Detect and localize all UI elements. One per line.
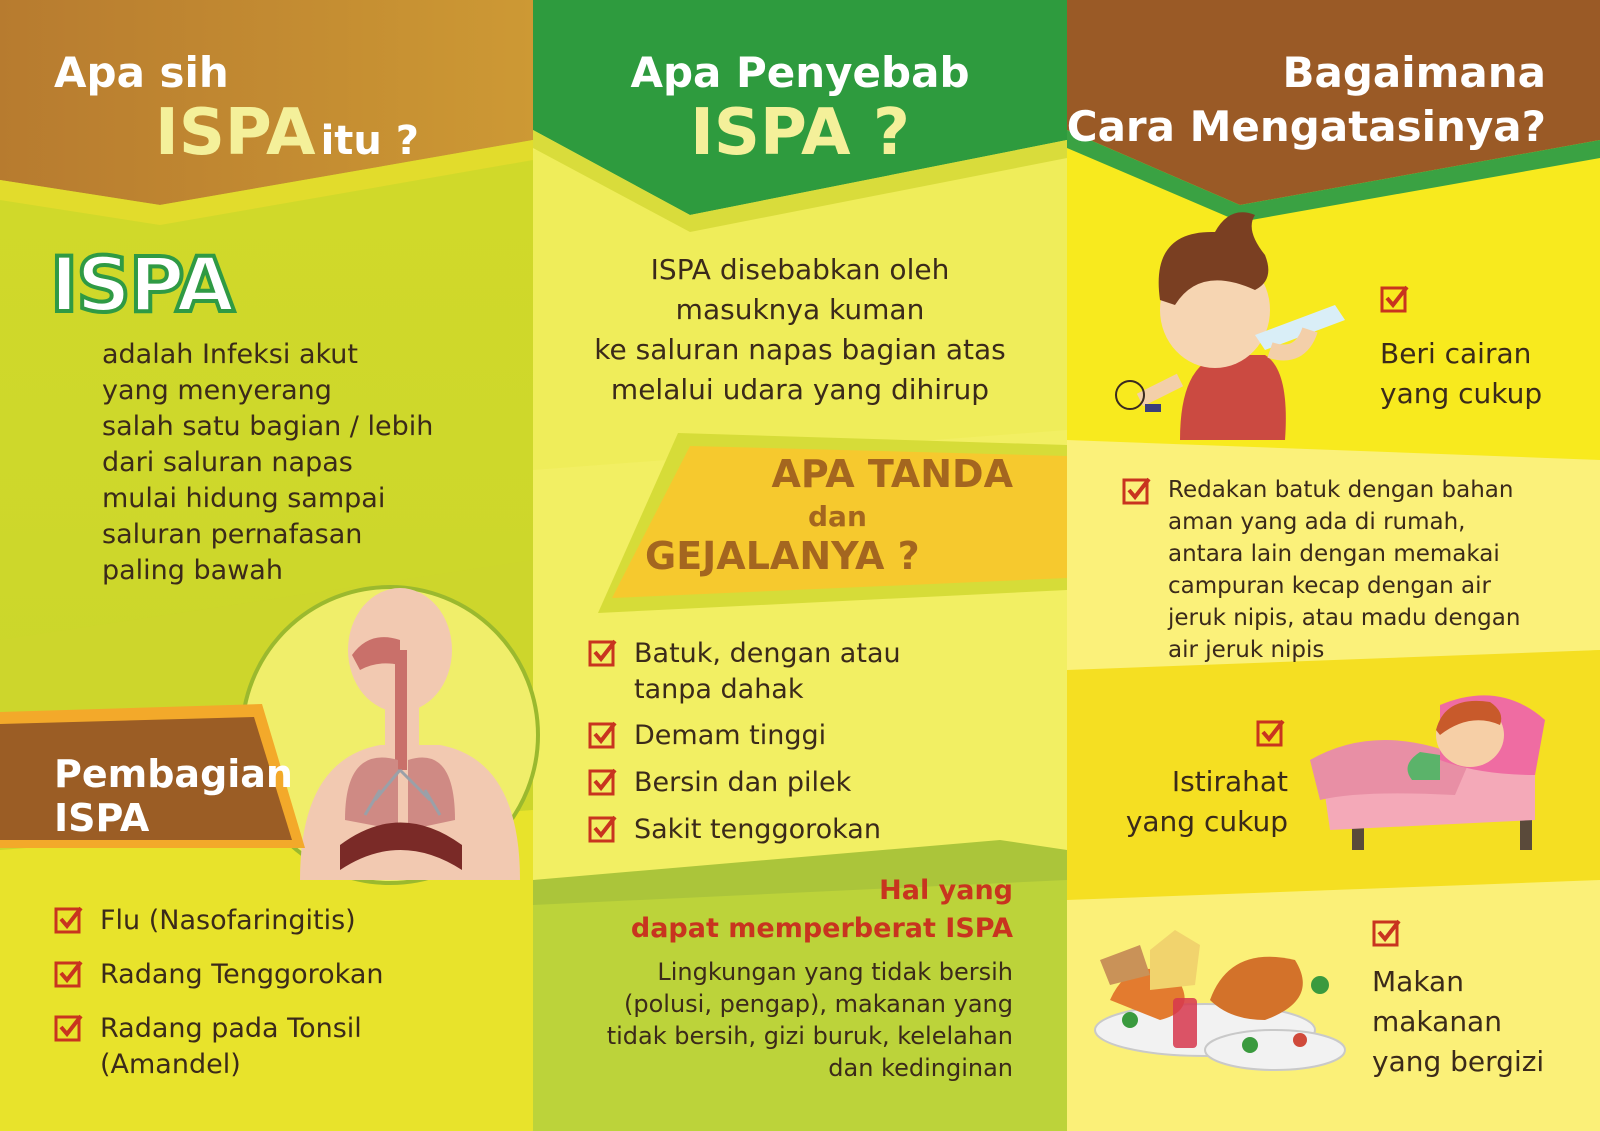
list-item-text: tanpa dahak: [634, 674, 804, 705]
symptoms-title-line2: dan: [808, 500, 867, 533]
worsen-title-line: Hal yang: [879, 875, 1013, 906]
panel1-heading-row: [155, 96, 419, 170]
tip-nutrition: [1372, 962, 1544, 1082]
checkbox-checked-icon: [1372, 918, 1402, 948]
worsen-title: [631, 872, 1013, 948]
worsen-line: dan kedinginan: [828, 1054, 1013, 1082]
definition-line: salah satu bagian / lebih: [102, 411, 434, 442]
tip-rest: [1126, 762, 1288, 842]
tip-fluids: [1380, 334, 1542, 414]
tip-line: yang bergizi: [1372, 1045, 1545, 1078]
list-item-text: Radang pada Tonsil: [100, 1013, 362, 1044]
list-item-type: [54, 903, 356, 939]
tip-line: Makan: [1372, 965, 1464, 998]
definition-line: mulai hidung sampai: [102, 483, 386, 514]
panel3-heading-line: Cara Mengatasinya?: [1066, 102, 1546, 151]
tip-line: yang cukup: [1125, 805, 1288, 838]
cause-line: melalui udara yang dihirup: [610, 373, 990, 406]
definition-line: dari saluran napas: [102, 447, 353, 478]
ispa-logo-text: ISPA: [50, 240, 233, 329]
list-item-text: Sakit tenggorokan: [634, 814, 881, 845]
tip-line: campuran kecap dengan air: [1168, 573, 1491, 599]
worsen-line: tidak bersih, gizi buruk, kelelahan: [606, 1022, 1013, 1050]
panel1-heading-line1: Apa sih: [54, 48, 229, 97]
tip-line: Beri cairan: [1380, 337, 1532, 370]
checkbox-checked-icon: [54, 1013, 84, 1043]
definition-line: saluran pernafasan: [102, 519, 363, 550]
list-item-text: Bersin dan pilek: [634, 767, 852, 798]
cause-line: ISPA disebabkan oleh: [650, 253, 950, 286]
cause-text: [533, 250, 1067, 410]
checkbox-checked-icon: [588, 814, 618, 844]
worsen-line: (polusi, pengap), makanan yang: [624, 990, 1013, 1018]
panel1-heading-big: ISPA: [155, 96, 316, 170]
panel2-heading-big: ISPA ?: [690, 96, 910, 170]
checkbox-checked-icon: [54, 959, 84, 989]
symptoms-title-line3: GEJALANYA ?: [645, 534, 920, 578]
checkbox-checked-icon: [588, 638, 618, 668]
worsen-text: [607, 956, 1013, 1084]
checkbox-checked-icon: [1380, 284, 1410, 314]
tip-line: antara lain dengan memakai: [1168, 541, 1500, 567]
checkbox-checked-icon: [1256, 718, 1286, 748]
checkbox-checked-icon: [588, 720, 618, 750]
tip-line: air jeruk nipis: [1168, 637, 1325, 663]
list-item-text: Demam tinggi: [634, 720, 827, 751]
worsen-title-line: dapat memperberat ISPA: [630, 913, 1013, 944]
tip-line: jeruk nipis, atau madu dengan: [1168, 605, 1521, 631]
tip-line: makanan: [1372, 1005, 1502, 1038]
tip-line: Redakan batuk dengan bahan: [1168, 477, 1514, 503]
list-item-symptom: [588, 812, 881, 848]
checkbox-checked-icon: [588, 767, 618, 797]
worsen-line: Lingkungan yang tidak bersih: [657, 958, 1013, 986]
checkbox-checked-icon: [1122, 476, 1152, 506]
definition-text: [102, 337, 433, 589]
list-item-type: [54, 957, 384, 993]
pembagian-banner-title: [54, 752, 293, 840]
symptoms-title-line1: APA TANDA: [771, 452, 1013, 496]
cause-line: masuknya kuman: [675, 293, 925, 326]
list-item-text: Batuk, dengan atau: [634, 638, 901, 669]
list-item-text: Flu (Nasofaringitis): [100, 905, 356, 936]
banner-line: Pembagian: [54, 752, 293, 796]
checkbox-checked-icon: [54, 905, 84, 935]
tip-line: Istirahat: [1171, 765, 1288, 798]
panel3-heading-line: Bagaimana: [1282, 48, 1546, 97]
list-item-symptom: [588, 765, 851, 801]
list-item-symptom: [588, 636, 901, 708]
panel2-heading-line1: Apa Penyebab: [630, 48, 970, 97]
banner-line: ISPA: [54, 796, 150, 840]
cause-line: ke saluran napas bagian atas: [594, 333, 1006, 366]
list-item-type: [54, 1011, 362, 1083]
tip-line: yang cukup: [1380, 377, 1543, 410]
list-item-text: Radang Tenggorokan: [100, 959, 384, 990]
panel1-heading-suffix: itu ?: [320, 118, 419, 164]
definition-line: paling bawah: [102, 555, 283, 586]
list-item-text: (Amandel): [100, 1049, 241, 1080]
definition-line: adalah Infeksi akut: [102, 339, 358, 370]
tip-line: aman yang ada di rumah,: [1168, 509, 1466, 535]
definition-line: yang menyerang: [102, 375, 332, 406]
panel3-heading: [1067, 46, 1546, 154]
tip-cough: [1122, 474, 1520, 666]
list-item-symptom: [588, 718, 826, 754]
